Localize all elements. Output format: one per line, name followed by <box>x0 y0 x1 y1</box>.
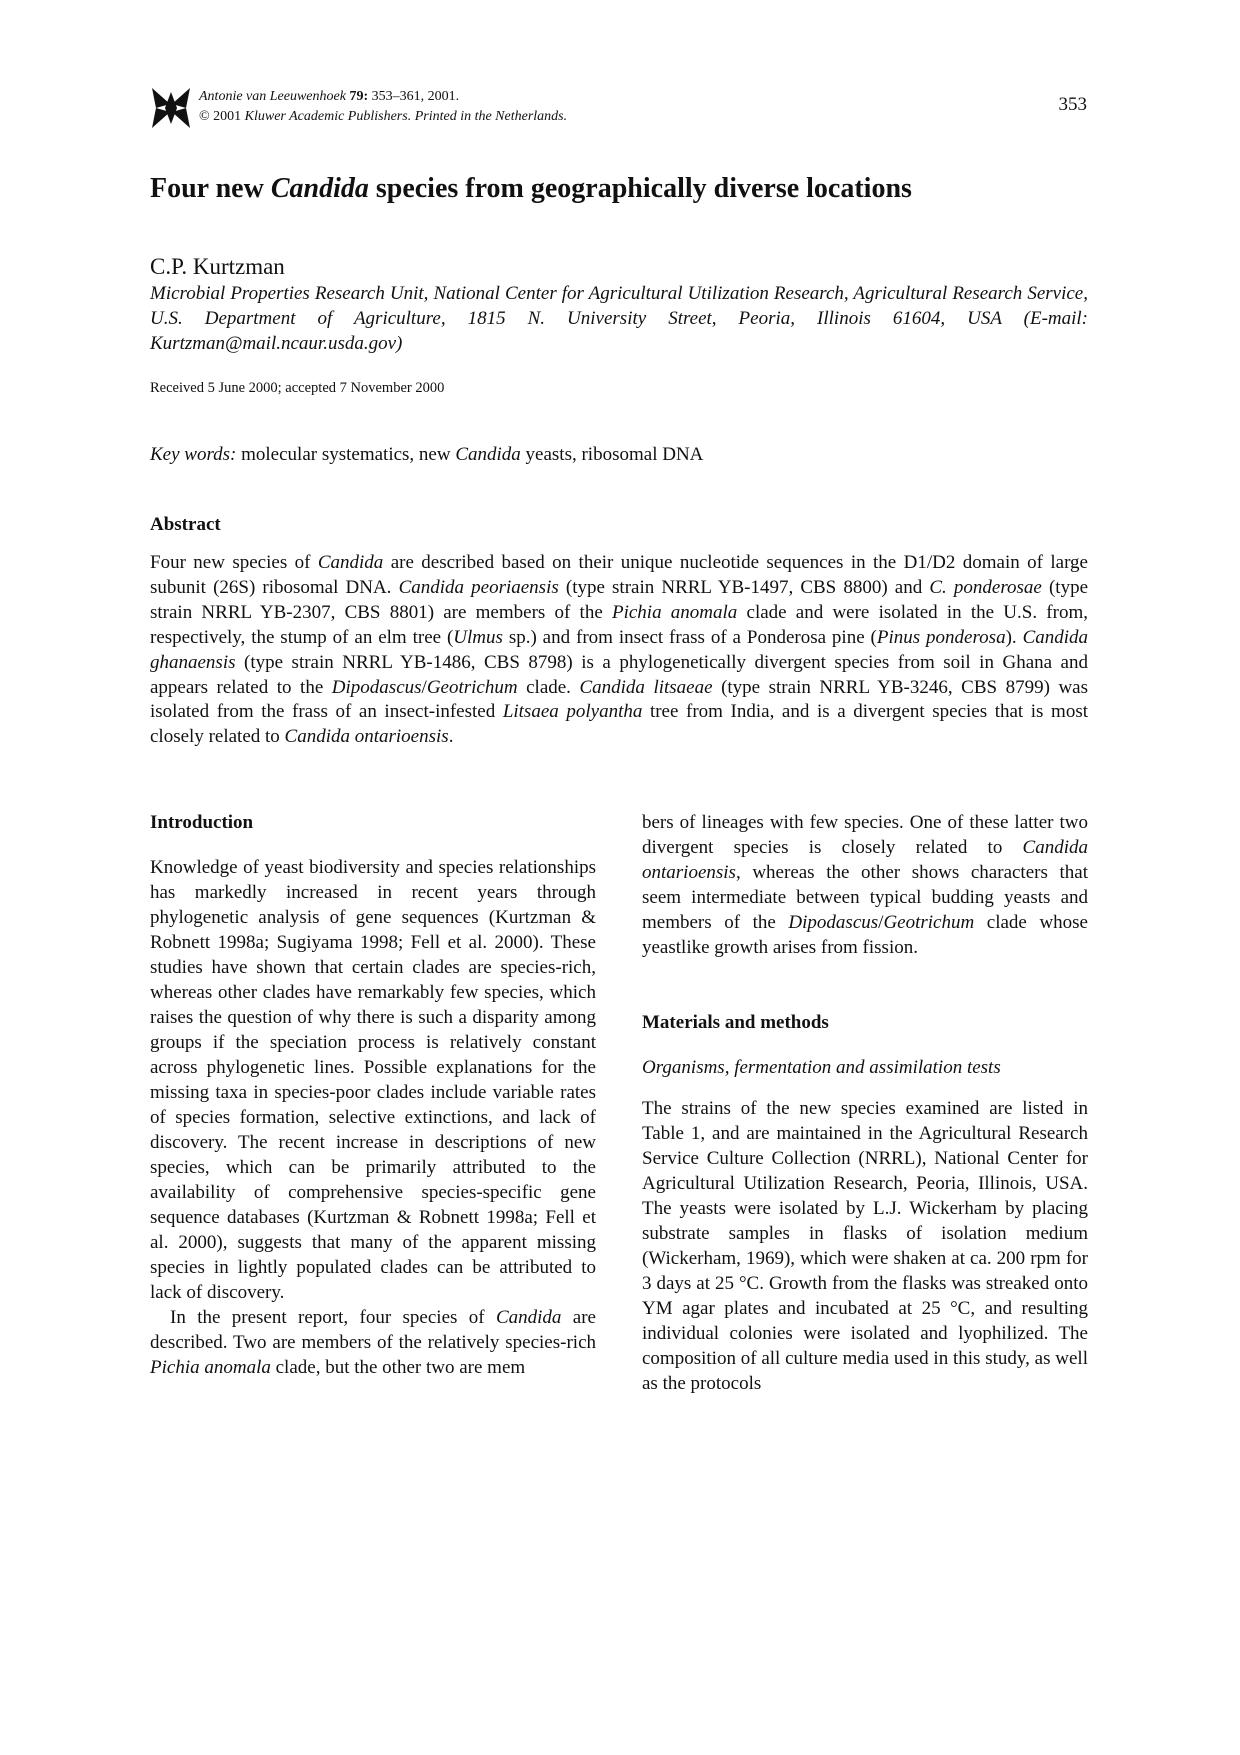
journal-citation <box>199 87 567 127</box>
introduction-heading: Introduction <box>150 812 254 833</box>
keywords: Key words: molecular systematics, new Candida yeasts, ribosomal DNA <box>150 444 704 465</box>
methods-subheading: Organisms, fermentation and assimilation tests <box>642 1057 1001 1078</box>
author-affiliation: Microbial Properties Research Unit, National Center for Agricultural Utilization Research, Agricultural Research Service, U.S. Department of Agriculture, 1815 N. University Street, Peoria, Illinois 61604, USA (E-mail: Kurtzman@mail.ncaur.usda.gov) <box>150 283 1088 354</box>
journal-line-2: © 2001 Kluwer Academic Publishers. Printed in the Netherlands. <box>199 109 568 124</box>
methods-paragraph-1: The strains of the new species examined are listed in Table 1, and are maintained in the Agricultural Research Service Culture Collection (NRRL), National Center for Agricultural Utilization Research, Peoria, Illinois, USA. The yeasts were isolated by L.J. Wickerham by placing substrate samples in flasks of isolation medium (Wickerham, 1969), which were shaken at ca. 200 rpm for 3 days at 25 °C. Growth from the flasks was streaked onto YM agar plates and incubated at 25 °C, and resulting individual colonies were isolated and lyophilized. The composition of all culture media used in this study, as well as the protocols <box>642 1098 1088 1394</box>
right-column <box>642 810 1088 1396</box>
author-name: C.P. Kurtzman <box>150 254 285 279</box>
page-number: 353 <box>1058 94 1087 115</box>
abstract-text: Four new species of Candida are described based on their unique nucleotide sequences in the D1/D2 domain of large subunit (26S) ribosomal DNA. Candida peoriaensis (type strain NRRL YB-1497, CBS 8800) and C. ponderosae (type strain NRRL YB-2307, CBS 8801) are members of the Pichia anomala clade and were isolated in the U.S. from, respectively, the stump of an elm tree (Ulmus sp.) and from insect frass of a Ponderosa pine (Pinus ponderosa). Candida ghanaensis (type strain NRRL YB-1486, CBS 8798) is a phylogenetically divergent species from soil in Ghana and appears related to the Dipodascus/Geotrichum clade. Candida litsaeae (type strain NRRL YB-3246, CBS 8799) was isolated from the frass of an insect-infested Litsaea polyantha tree from India, and is a divergent species that is most closely related to Candida ontarioensis. <box>150 552 1089 748</box>
received-dates: Received 5 June 2000; accepted 7 November 2000 <box>150 380 445 396</box>
publisher-logo-icon <box>150 86 192 130</box>
introduction-paragraph-2: In the present report, four species of Candida are described. Two are members of the relatively species-rich Pichia anomala clade, but the other two are mem <box>150 1307 596 1378</box>
abstract-heading: Abstract <box>150 514 221 535</box>
methods-heading: Materials and methods <box>642 1012 829 1033</box>
journal-line-1: Antonie van Leeuwenhoek 79: 353–361, 2001. <box>199 89 460 104</box>
paper-title: Four new Candida species from geographically diverse locations <box>150 173 912 204</box>
introduction-paragraph-2-continued: bers of lineages with few species. One of these latter two divergent species is closely related to Candida ontarioensis, whereas the other shows characters that seem intermediate between typical budding yeasts and members of the Dipodascus/Geotrichum clade whose yeastlike growth arises from fission. <box>642 812 1088 958</box>
left-column <box>150 810 596 1380</box>
introduction-paragraph-1: Knowledge of yeast biodiversity and species relationships has markedly increased in recent years through phylogenetic analysis of gene sequences (Kurtzman & Robnett 1998a; Sugiyama 1998; Fell et al. 2000). These studies have shown that certain clades are species-rich, whereas other clades have remarkably few species, which raises the question of why there is such a disparity among groups if the speciation process is relatively constant across phylogenetic lines. Possible explanations for the missing taxa in species-poor clades include variable rates of species formation, selective extinctions, and lack of discovery. The recent increase in descriptions of new species, which can be primarily attributed to the availability of comprehensive species-specific gene sequence databases (Kurtzman & Robnett 1998a; Fell et al. 2000), suggests that many of the apparent missing species in lightly populated clades can be attributed to lack of discovery. <box>150 857 596 1303</box>
